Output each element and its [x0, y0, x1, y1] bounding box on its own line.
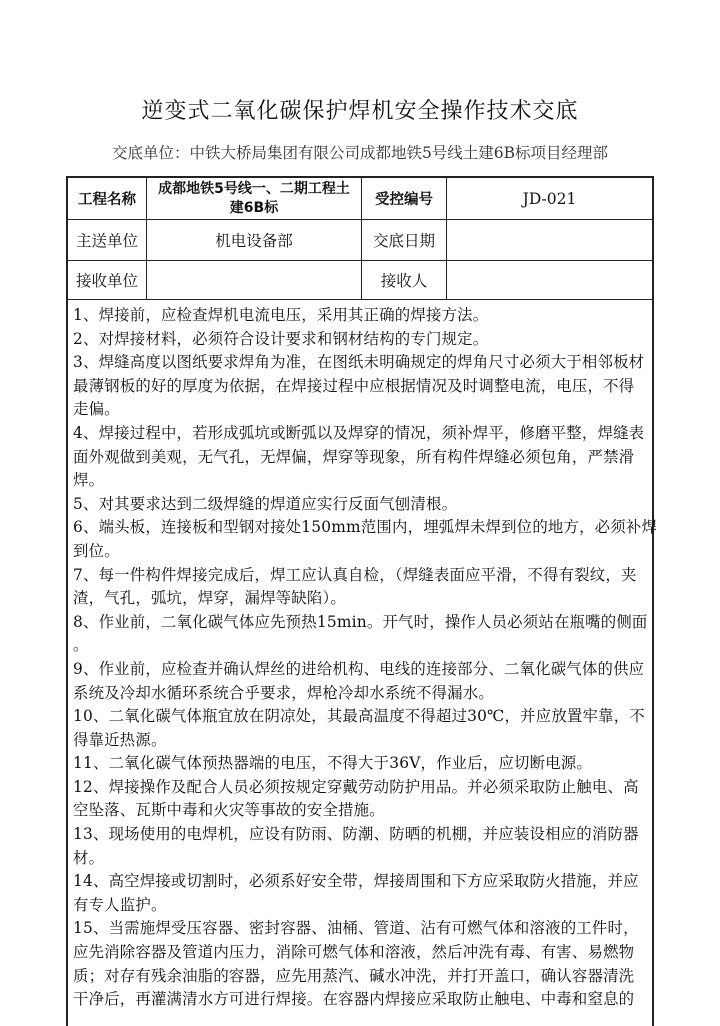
content-line: 焊。 — [73, 471, 105, 490]
content-line: 14、高空焊接或切割时，必须系好安全带，焊接周围和下方应采取防火措施，并应 — [73, 872, 639, 891]
content-line: 最薄钢板的好的厚度为依据，在焊接过程中应根据情况及时调整电流，电压，不得 — [73, 376, 635, 395]
project-name-label: 工程名称 — [68, 178, 147, 219]
content-line: 面外观做到美观，无气孔，无焊偏，焊穿等现象，所有构件焊缝必须包角，严禁滑 — [73, 447, 635, 466]
sender-label: 主送单位 — [68, 220, 147, 260]
briefing-content — [68, 300, 658, 1012]
content-line: 有专人监护。 — [73, 895, 167, 914]
content-line: 9、作业前，应检查并确认焊丝的进给机构、电线的连接部分、二氧化碳气体的供应 — [73, 659, 645, 678]
content-line: 走偏。 — [73, 400, 120, 419]
content-line: 10、二氧化碳气体瓶宜放在阴凉处，其最高温度不得超过30℃，并应放置牢靠，不 — [73, 707, 645, 726]
content-line: 12、焊接操作及配合人员必须按规定穿戴劳动防护用品。并必须采取防止触电、高 — [73, 777, 639, 796]
content-line: 应先消除容器及管道内压力，消除可燃气体和溶液，然后冲洗有毒、有害、易燃物 — [73, 943, 635, 962]
table-row — [68, 178, 652, 220]
project-name-value — [147, 178, 362, 219]
receiver-value — [447, 261, 652, 299]
content-line: 2、对焊接材料，必须符合设计要求和钢材结构的专门规定。 — [73, 329, 489, 348]
briefing-table — [66, 176, 658, 1026]
content-line: 13、现场使用的电焊机，应设有防雨、防潮、防晒的机棚，并应装设相应的消防器 — [73, 825, 639, 844]
content-line: 3、焊缝高度以图纸要求焊角为准，在图纸未明确规定的焊角尺寸必须大于相邻板材 — [73, 353, 645, 372]
date-value — [447, 220, 652, 260]
content-line: 干净后，再灌满清水方可进行焊接。在容器内焊接应采取防止触电、中毒和窒息的 — [73, 990, 635, 1009]
project-name-line2: 建6B标 — [229, 199, 279, 216]
content-line: 系统及冷却水循环系统合乎要求，焊枪冷却水系统不得漏水。 — [73, 683, 494, 702]
content-line: 质；对存有残余油脂的容器，应先用蒸汽、碱水冲洗，并打开盖口，确认容器清洗 — [73, 966, 635, 985]
project-name-line1: 成都地铁5号线一、二期工程土 — [158, 180, 350, 197]
content-line: 到位。 — [73, 541, 120, 560]
content-line: 5、对其要求达到二级焊缝的焊道应实行反面气刨清根。 — [73, 494, 458, 513]
receiver-label: 接收人 — [362, 261, 447, 299]
date-label: 交底日期 — [362, 220, 447, 260]
content-line: 11、二氧化碳气体预热器端的电压，不得大于36V，作业后，应切断电源。 — [73, 754, 593, 773]
receiver-unit-label: 接收单位 — [68, 261, 147, 299]
content-line: 8、作业前，二氧化碳气体应先预热15min。开气时，操作人员必须站在瓶嘴的侧面 — [73, 612, 648, 631]
receiver-unit-value — [147, 261, 362, 299]
content-line: 空坠落、瓦斯中毒和火灾等事故的安全措施。 — [73, 801, 385, 820]
content-line: 6、端头板，连接板和型钢对接处150mm范围内，埋弧焊未焊到位的地方，必须补焊 — [73, 518, 658, 537]
content-line: 得靠近热源。 — [73, 730, 167, 749]
control-no-label: 受控编号 — [362, 178, 447, 219]
content-line: 材。 — [73, 848, 105, 867]
content-line: 渣，气孔，弧坑，焊穿，漏焊等缺陷）。 — [73, 589, 346, 608]
content-line: 7、每一件构件焊接完成后，焊工应认真自检，（焊缝表面应平滑，不得有裂纹，夹 — [73, 565, 637, 584]
table-row — [68, 220, 652, 261]
sender-value: 机电设备部 — [147, 220, 362, 260]
issuing-unit: 交底单位：中铁大桥局集团有限公司成都地铁5号线土建6B标项目经理部 — [111, 144, 609, 162]
table-row — [68, 261, 652, 300]
control-no-value: JD-021 — [522, 189, 577, 208]
content-line: 4、焊接过程中，若形成弧坑或断弧以及焊穿的情况，须补焊平，修磨平整，焊缝表 — [73, 423, 645, 442]
content-line: 。 — [73, 636, 89, 655]
document-title: 逆变式二氧化碳保护焊机安全操作技术交底 — [141, 99, 579, 124]
content-line: 1、焊接前，应检查焊机电流电压，采用其正确的焊接方法。 — [73, 306, 489, 324]
content-line: 15、当需施焊受压容器、密封容器、油桶、管道、沾有可燃气体和溶液的工件时， — [73, 919, 639, 938]
